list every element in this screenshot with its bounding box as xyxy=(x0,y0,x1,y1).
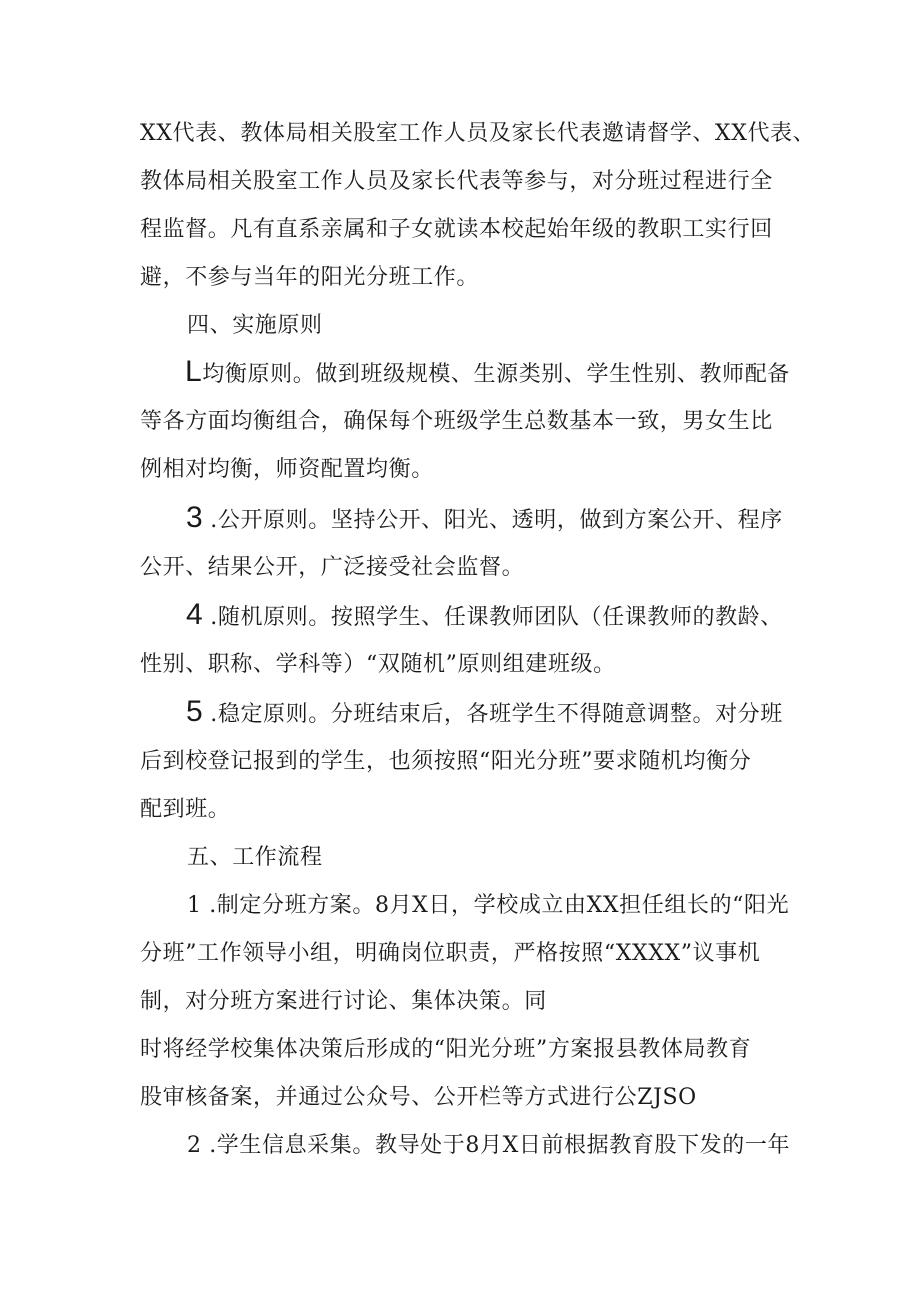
paragraph-line-8 xyxy=(140,455,434,485)
heading-text: 五、工作流程 xyxy=(187,845,323,870)
line-text: 程监督。凡有直系亲属和子女就读本校起始年级的教职工实行回 xyxy=(140,217,773,242)
section-heading-principles xyxy=(187,311,323,341)
list-item-info-collection xyxy=(187,1131,790,1161)
line-text: 等各方面均衡组合，确保每个班级学生总数基本一致，男女生比 xyxy=(140,409,773,434)
list-item-stable xyxy=(186,697,783,730)
paragraph-line-4 xyxy=(140,263,479,293)
line-text: 公开、结果公开，广泛接受社会监督。 xyxy=(140,555,525,580)
line-text: 时将经学校集体决策后形成的“阳光分班”方案报县教体局教育 xyxy=(140,1037,752,1062)
line-text: .公开原则。坚持公开、阳光、透明，做到方案公开、程序 xyxy=(210,508,783,533)
list-marker: L xyxy=(185,355,203,388)
line-text: 例相对均衡，师资配置均衡。 xyxy=(140,457,434,482)
paragraph-line-7 xyxy=(140,407,773,437)
list-marker: 5 xyxy=(186,695,203,728)
paragraph-line-20 xyxy=(140,1035,751,1065)
heading-text: 四、实施原则 xyxy=(187,313,323,338)
list-item-balance xyxy=(185,357,790,390)
list-item-openness xyxy=(186,503,783,536)
paragraph-line-12 xyxy=(140,650,616,680)
paragraph-line-1 xyxy=(140,119,815,149)
line-text: .随机原则。按照学生、任课教师团队（任课教师的教龄、 xyxy=(210,605,783,630)
line-text: 制，对分班方案进行讨论、集体决策。同 xyxy=(140,989,547,1014)
line-text: 避，不参与当年的阳光分班工作。 xyxy=(140,265,480,290)
line-text: 配到班。 xyxy=(140,797,231,822)
line-text: 分班”工作领导小组，明确岗位职责，严格按照“XXXX”议事机 xyxy=(140,941,761,966)
list-marker: 3 xyxy=(186,501,203,534)
line-text: 性别、职称、学科等）“双随机”原则组建班级。 xyxy=(140,652,616,677)
line-text: 教体局相关股室工作人员及家长代表等参与，对分班过程进行全 xyxy=(140,169,773,194)
list-item-random xyxy=(186,600,783,633)
list-item-plan xyxy=(187,891,789,921)
line-text: 1 .制定分班方案。8月X日，学校成立由XX担任组长的“阳光 xyxy=(187,893,790,918)
line-text: XX代表、教体局相关股室工作人员及家长代表邀请督学、XX代表、 xyxy=(140,121,816,146)
paragraph-line-2 xyxy=(140,167,773,197)
line-text: 股审核备案，并通过公众号、公开栏等方式进行公ZJSO xyxy=(140,1085,697,1110)
line-text: 2 .学生信息采集。教导处于8月X日前根据教育股下发的一年 xyxy=(187,1133,791,1158)
line-text: .稳定原则。分班结束后，各班学生不得随意调整。对分班 xyxy=(210,702,783,727)
paragraph-line-18 xyxy=(140,939,760,969)
paragraph-line-21 xyxy=(140,1083,697,1113)
paragraph-line-19 xyxy=(140,987,547,1017)
paragraph-line-15 xyxy=(140,795,230,825)
section-heading-workflow xyxy=(187,843,323,873)
paragraph-line-3 xyxy=(140,215,773,245)
paragraph-line-14 xyxy=(140,747,751,777)
line-text: 均衡原则。做到班级规模、生源类别、学生性别、教师配备 xyxy=(202,362,790,387)
line-text: 后到校登记报到的学生，也须按照“阳光分班”要求随机均衡分 xyxy=(140,749,752,774)
list-marker: 4 xyxy=(186,598,203,631)
paragraph-line-10 xyxy=(140,553,524,583)
